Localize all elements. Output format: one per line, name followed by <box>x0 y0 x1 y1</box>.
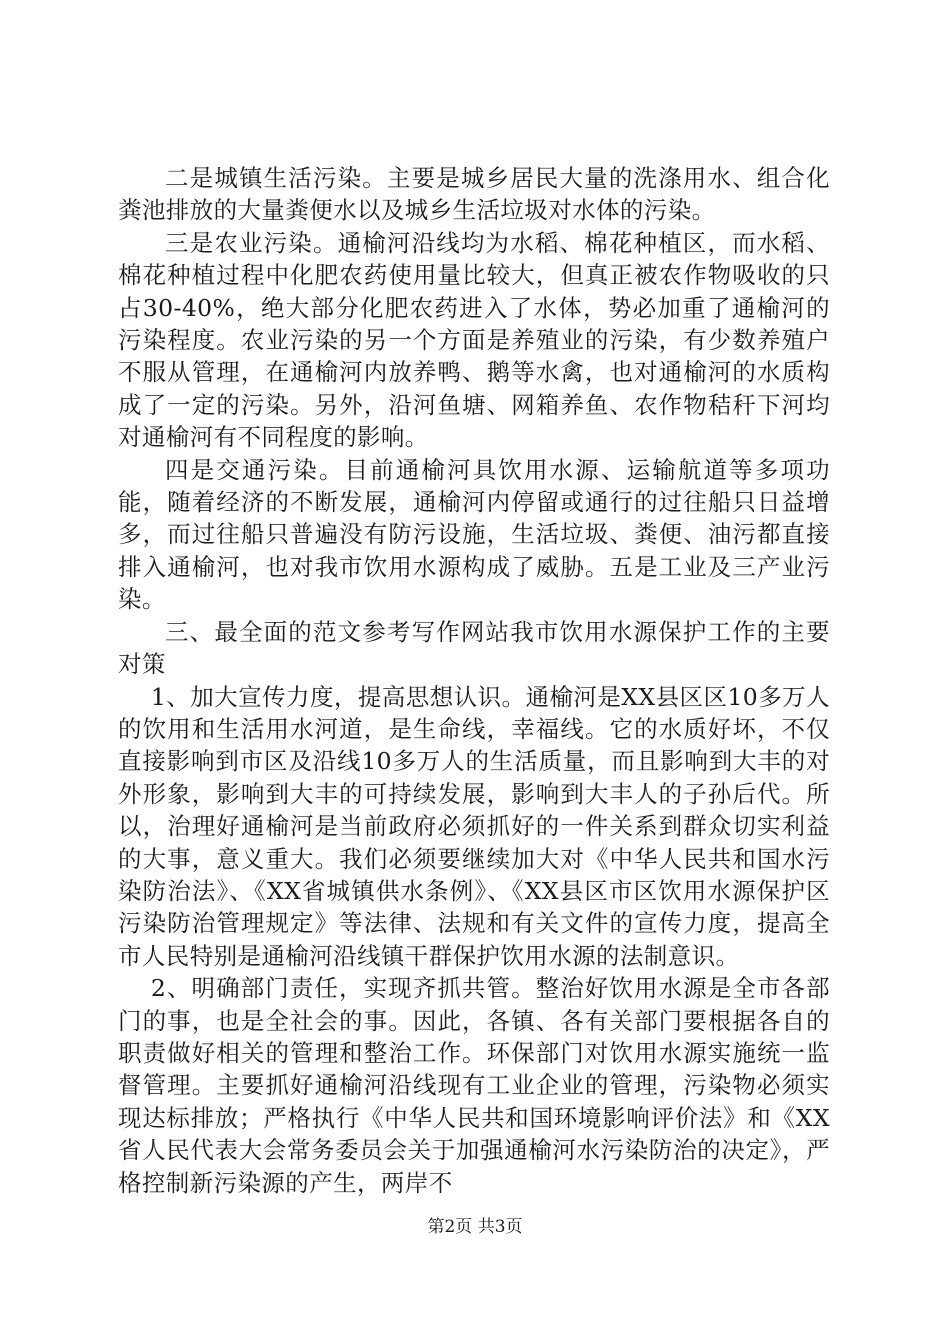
paragraph-agricultural-pollution: 三是农业污染。通榆河沿线均为水稻、棉花种植区，而水稻、棉花种植过程中化肥农药使用量比较大，但真正被农作物吸收的只占30-40%，绝大部分化肥农药进入了水体，势必加重了通榆河的污染程度。农业污染的另一个方面是养殖业的污染，有少数养殖户不服从管理，在通榆河内放养鸭、鹅等水禽，也对通榆河的水质构成了一定的污染。另外，沿河鱼塘、网箱养鱼、农作物秸秆下河均对通榆河有不同程度的影响。 <box>118 228 830 452</box>
paragraph-countermeasure-2: 2、明确部门责任，实现齐抓共管。整治好饮用水源是全市各部门的事，也是全社会的事。因此，各镇、各有关部门要根据各自的职责做好相关的管理和整治工作。环保部门对饮用水源实施统一监督管理。主要抓好通榆河沿线现有工业企业的管理，污染物必须实现达标排放；严格执行《中华人民共和国环境影响评价法》和《XX省人民代表大会常务委员会关于加强通榆河水污染防治的决定》，严格控制新污染源的产生，两岸不 <box>118 974 830 1197</box>
section-heading-countermeasures: 三、最全面的范文参考写作网站我市饮用水源保护工作的主要对策 <box>118 617 830 679</box>
paragraph-urban-pollution: 二是城镇生活污染。主要是城乡居民大量的洗涤用水、组合化粪池排放的大量粪便水以及城乡生活垃圾对水体的污染。 <box>118 164 830 225</box>
paragraph-countermeasure-1: 1、加大宣传力度，提高思想认识。通榆河是XX县区区10多万人的饮用和生活用水河道，是生命线，幸福线。它的水质好坏，不仅直接影响到市区及沿线10多万人的生活质量，而且影响到大丰的对外形象，影响到大丰的可持续发展，影响到大丰人的子孙后代。所以，治理好通榆河是当前政府必须抓好的一件关系到群众切实利益的大事，意义重大。我们必须要继续加大对《中华人民共和国水污染防治法》、《XX省城镇供水条例》、《XX县区市区饮用水源保护区污染防治管理规定》等法律、法规和有关文件的宣传力度，提高全市人民特别是通榆河沿线镇干群保护饮用水源的法制意识。 <box>118 682 830 970</box>
document-body <box>118 162 830 1199</box>
paragraph-traffic-pollution: 四是交通污染。目前通榆河具饮用水源、运输航道等多项功能，随着经济的不断发展，通榆河内停留或通行的过往船只日益增多，而过往船只普遍没有防污设施，生活垃圾、粪便、油污都直接排入通榆河，也对我市饮用水源构成了威胁。五是工业及三产业污染。 <box>118 455 830 614</box>
page-footer: 第2页 共3页 <box>427 1217 523 1237</box>
